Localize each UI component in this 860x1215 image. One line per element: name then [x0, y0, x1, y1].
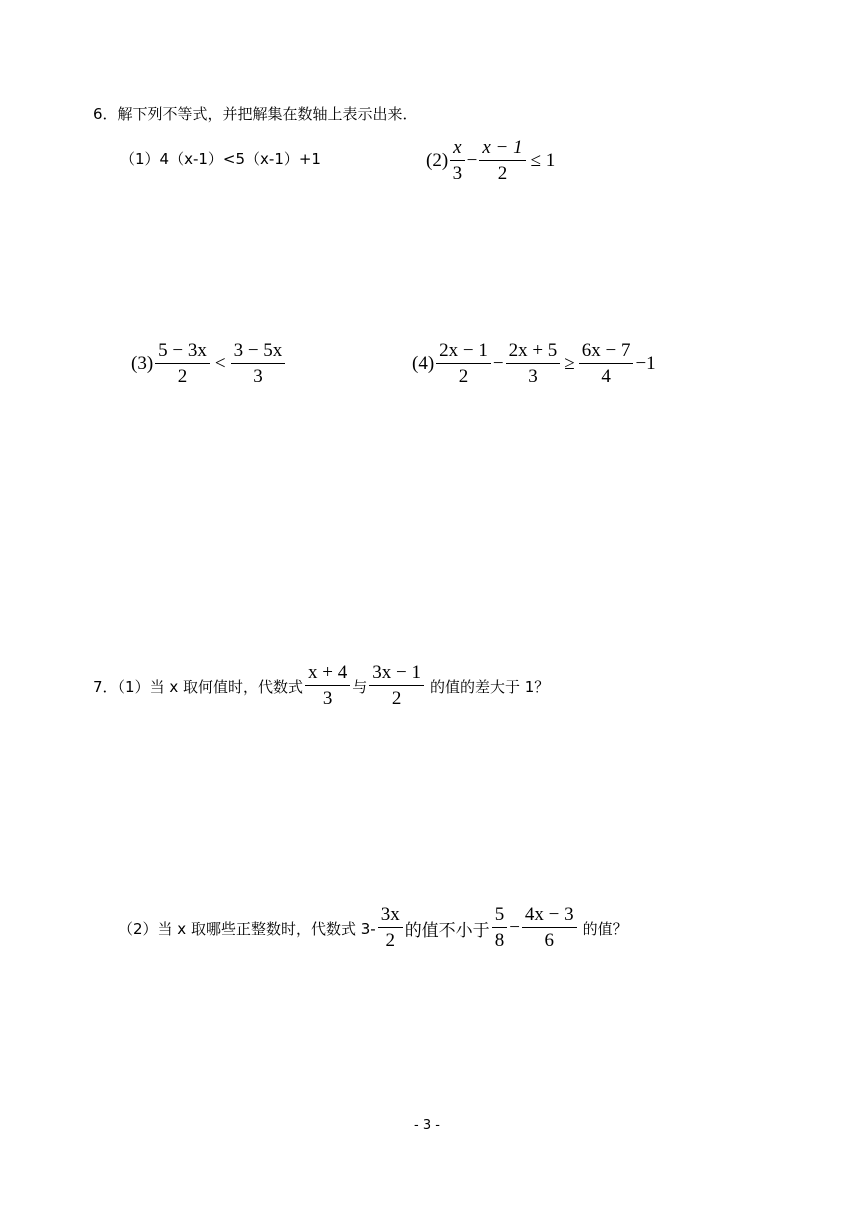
denominator: 8: [494, 930, 505, 951]
fraction: [378, 904, 403, 952]
relation: <: [214, 353, 226, 374]
page-number: - 3 -: [414, 1118, 440, 1133]
denominator: 3: [528, 366, 538, 387]
relation: ≤ 1: [530, 150, 556, 171]
denominator: 4: [601, 366, 611, 387]
text: 7．（1）当 x 取何值时，代数式: [93, 677, 304, 696]
fraction: [579, 340, 634, 388]
denominator: 2: [177, 366, 188, 387]
numerator: 5 − 3x: [155, 340, 210, 364]
denominator: 6: [544, 930, 555, 951]
denominator: 2: [391, 688, 402, 709]
fraction: [522, 904, 577, 952]
operator: −: [509, 917, 520, 938]
numerator: 2x + 5: [506, 340, 561, 364]
operator: −: [492, 353, 504, 374]
numerator: 3 − 5x: [231, 340, 286, 364]
fraction: [155, 340, 210, 388]
denominator: 3: [452, 163, 463, 184]
denominator: 2: [497, 163, 508, 184]
q6-title: 6．解下列不等式，并把解集在数轴上表示出来．: [93, 105, 418, 123]
fraction: [492, 904, 508, 952]
q6-part3: [131, 340, 287, 388]
q6-part4: [412, 340, 656, 388]
fraction: [506, 340, 561, 388]
fraction: [305, 662, 350, 710]
part-label: (4): [412, 353, 435, 374]
text: 的值的差大于 1？: [429, 677, 550, 696]
q6-part1: （1）4（x-1）<5（x-1）+1: [120, 150, 321, 168]
fraction: [231, 340, 286, 388]
numerator: 6x − 7: [579, 340, 634, 364]
numerator: 3x: [378, 904, 403, 928]
denominator: 2: [458, 366, 469, 387]
numerator: 5: [492, 904, 508, 928]
text: 与: [352, 677, 368, 696]
part-label: (3): [131, 353, 154, 374]
numerator: x − 1: [479, 137, 525, 161]
tail-term: −1: [635, 353, 656, 374]
fraction: [450, 137, 464, 185]
q7-part1: [93, 662, 549, 710]
relation: ≥: [564, 353, 575, 374]
denominator: 2: [385, 930, 395, 951]
numerator: x: [450, 137, 464, 161]
numerator: 3x − 1: [369, 662, 424, 686]
text: 的值不小于: [404, 920, 490, 941]
fraction: [479, 137, 525, 185]
operator: −: [466, 150, 478, 171]
denominator: 3: [253, 366, 263, 387]
numerator: 2x − 1: [436, 340, 491, 364]
denominator: 3: [322, 688, 333, 709]
fraction: [369, 662, 424, 710]
fraction: [436, 340, 491, 388]
q6-part2: [426, 137, 555, 185]
part-label: (2): [426, 150, 449, 171]
numerator: x + 4: [305, 662, 350, 686]
q7-part2: [118, 904, 628, 952]
text: （2）当 x 取哪些正整数时，代数式 3-: [118, 919, 376, 938]
numerator: 4x − 3: [522, 904, 577, 928]
text: 的值？: [582, 919, 628, 938]
